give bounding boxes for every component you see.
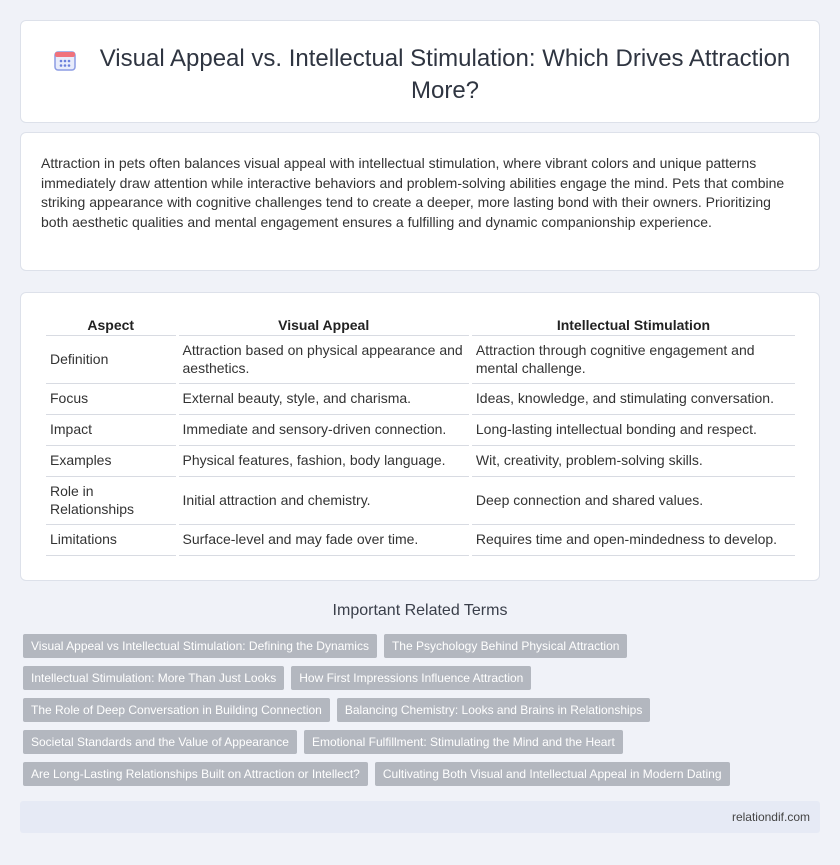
table-cell: Definition [46,336,176,384]
related-terms-list [23,634,813,794]
header-visual-appeal: Visual Appeal [179,315,469,336]
page-title: Visual Appeal vs. Intellectual Stimulation: Which Drives Attraction More? [99,45,791,104]
related-term-tag[interactable]: Societal Standards and the Value of Appearance [23,730,297,754]
table-cell: Examples [46,446,176,477]
table-cell: Attraction based on physical appearance and aesthetics. [179,336,469,384]
table-header-row [46,315,795,336]
table-cell: Long-lasting intellectual bonding and respect. [472,415,795,446]
table-row [46,477,795,525]
related-term-tag[interactable]: Intellectual Stimulation: More Than Just Looks [23,666,284,690]
related-term-tag[interactable]: Emotional Fulfillment: Stimulating the Mind and the Heart [304,730,623,754]
tag-row [23,634,813,658]
related-term-tag[interactable]: Balancing Chemistry: Looks and Brains in Relationships [337,698,651,722]
table-cell: Wit, creativity, problem-solving skills. [472,446,795,477]
related-term-tag[interactable]: Visual Appeal vs Intellectual Stimulation: Defining the Dynamics [23,634,377,658]
related-terms-title: Important Related Terms [332,602,508,619]
tag-row [23,666,813,690]
related-term-tag[interactable]: The Role of Deep Conversation in Building Connection [23,698,330,722]
footer [20,801,820,833]
table-cell: Ideas, knowledge, and stimulating conversation. [472,384,795,415]
related-term-tag[interactable]: The Psychology Behind Physical Attraction [384,634,627,658]
table-cell: Limitations [46,525,176,556]
table-row [46,384,795,415]
table-cell: Attraction through cognitive engagement and mental challenge. [472,336,795,384]
comparison-table [43,315,798,556]
table-row [46,415,795,446]
table-cell: Initial attraction and chemistry. [179,477,469,525]
table-row [46,336,795,384]
table-cell: Deep connection and shared values. [472,477,795,525]
table-cell: Role in Relationships [46,477,176,525]
intro-paragraph: Attraction in pets often balances visual appeal with intellectual stimulation, where vibrant colors and unique patterns immediately draw attention while interactive behaviors and problem-solving abilities engage the mind. Pets that combine striking appearance with cognitive challenges tend to create a deeper, more lasting bond with their owners. Prioritizing both aesthetic qualities and mental engagement ensures a fulfilling and dynamic companionship experience. [41,155,785,230]
table-cell: Impact [46,415,176,446]
calendar-icon [51,46,79,74]
header-card [20,20,820,123]
tag-row [23,698,813,722]
footer-site-link[interactable]: relationdif.com [731,810,810,824]
related-term-tag[interactable]: How First Impressions Influence Attraction [291,666,531,690]
comparison-table-card [20,292,820,581]
table-cell: Surface-level and may fade over time. [179,525,469,556]
related-term-tag[interactable]: Cultivating Both Visual and Intellectual Appeal in Modern Dating [375,762,730,786]
related-term-tag[interactable]: Are Long-Lasting Relationships Built on Attraction or Intellect? [23,762,368,786]
header-aspect: Aspect [46,315,176,336]
tag-row [23,762,813,786]
table-row [46,525,795,556]
tag-row [23,730,813,754]
header-intellectual-stimulation: Intellectual Stimulation [472,315,795,336]
intro-card [20,132,820,271]
table-row [46,446,795,477]
table-cell: Immediate and sensory-driven connection. [179,415,469,446]
table-cell: Requires time and open-mindedness to develop. [472,525,795,556]
table-cell: Physical features, fashion, body language. [179,446,469,477]
table-cell: External beauty, style, and charisma. [179,384,469,415]
table-cell: Focus [46,384,176,415]
